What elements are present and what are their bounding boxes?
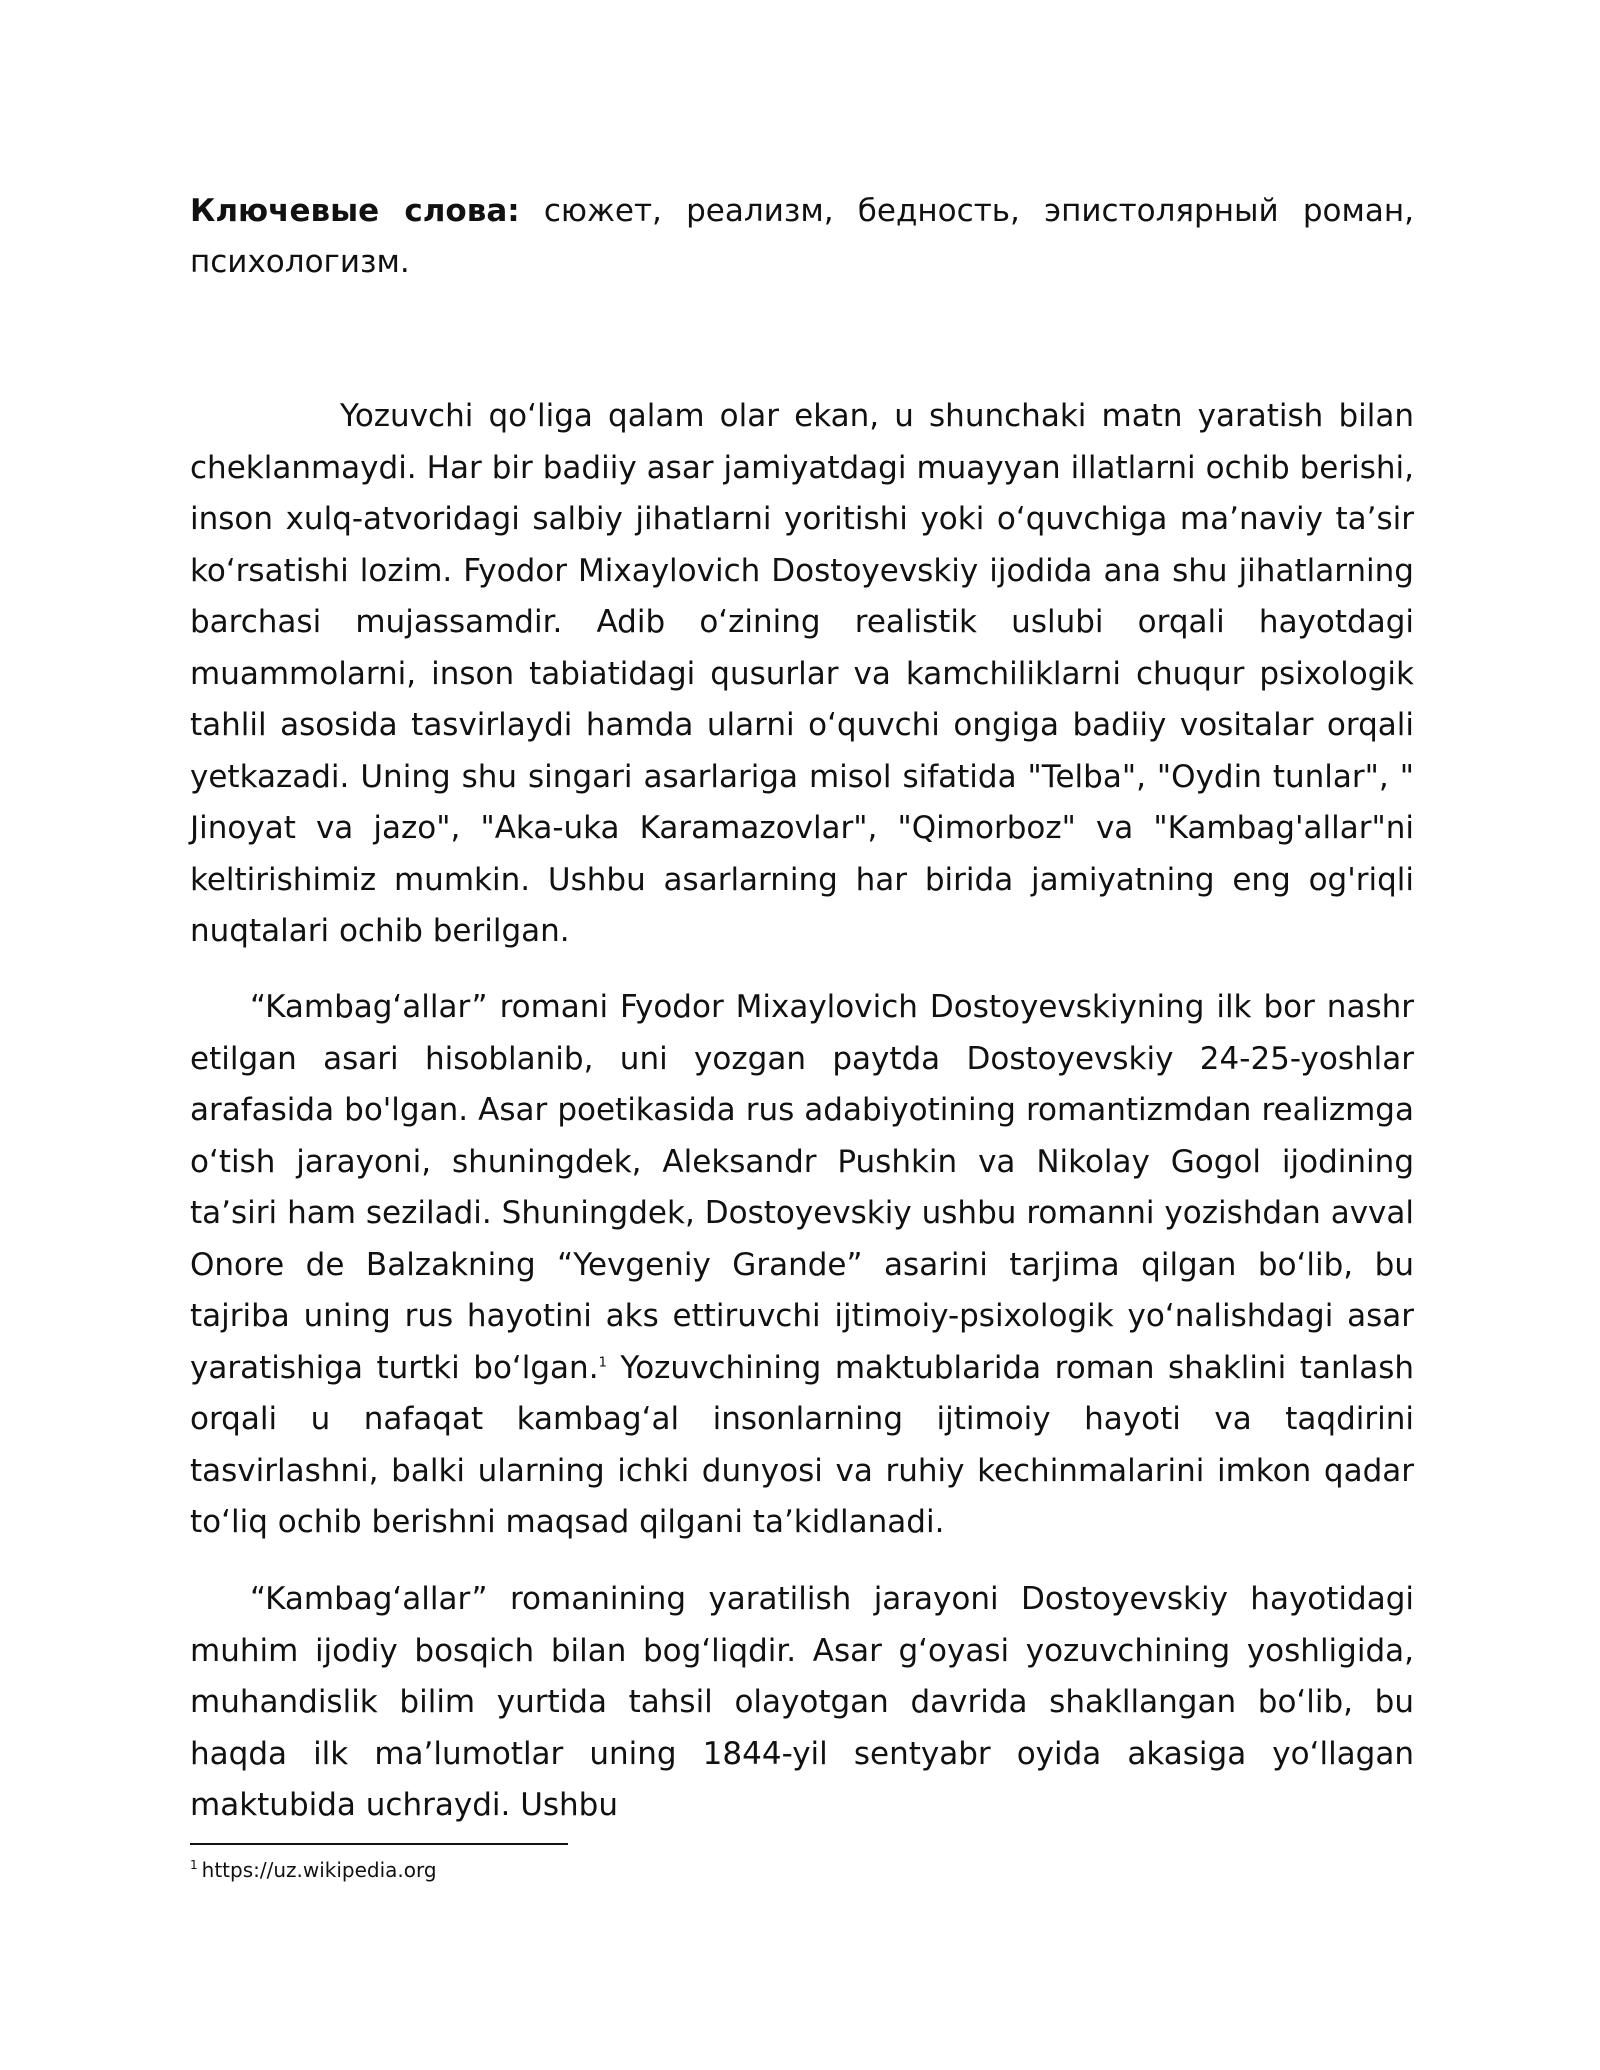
paragraph-2: [190, 982, 1414, 1549]
footnote-separator: [190, 1843, 568, 1845]
keywords-line: [190, 186, 1414, 288]
footnote-reference[interactable]: 1: [598, 1355, 607, 1371]
paragraph-3: “Kambagʻallar” romanining yaratilish jarayoni Dostoyevskiy hayotidagi muhim ijodiy bosqich bilan bogʻliqdir. Asar gʻoyasi yozuvchining yoshligida, muhandislik bilim yurtida tahsil olayotgan davrida shakllangan boʻlib, bu haqda ilk maʼlumotlar uning 1844-yil sentyabr oyida akasiga yoʻllagan maktubida uchraydi. Ushbu: [190, 1581, 1414, 1823]
keywords-text: сюжет, реализм, бедность, эпистолярный роман, психологизм.: [190, 193, 1414, 280]
paragraph-2-text-a: “Kambagʻallar” romani Fyodor Mixaylovich Dostoyevskiyning ilk bor nashr etilgan asari hisoblanib, uni yozgan paytda Dostoyevskiy 24-25-yoshlar arafasida bo'lgan. Asar poetikasida rus adabiyotining romantizmdan realizmga oʻtish jarayoni, shuningdek, Aleksandr Pushkin va Nikolay Gogol ijodining taʼsiri ham seziladi. Shuningdek, Dostoyevskiy ushbu romanni yozishdan avval Onore de Balzakning “Yevgeniy Grande” asarini tarjima qilgan boʻlib, bu tajriba uning rus hayotini aks ettiruvchi ijtimoiy-psixologik yoʻnalishdagi asar yaratishiga turtki boʻlgan.: [190, 989, 1414, 1386]
paragraph-1: Yozuvchi qoʻliga qalam olar ekan, u shunchaki matn yaratish bilan cheklanmaydi. Har bir badiiy asar jamiyatdagi muayyan illatlarni ochib berishi, inson xulq-atvoridagi salbiy jihatlarni yoritishi yoki oʻquvchiga maʼnaviy taʼsir koʻrsatishi lozim. Fyodor Mixaylovich Dostoyevskiy ijodida ana shu jihatlarning barchasi mujassamdir. Adib oʻzining realistik uslubi orqali hayotdagi muammolarni, inson tabiatidagi qusurlar va kamchiliklarni chuqur psixologik tahlil asosida tasvirlaydi hamda ularni oʻquvchi ongiga badiiy vositalar orqali yetkazadi. Uning shu singari asarlariga misol sifatida "Telba", "Oydin tunlar", " Jinoyat va jazo", "Aka-uka Karamazovlar", "Qimorboz" va "Kambag'allar"ni keltirishimiz mumkin. Ushbu asarlarning har birida jamiyatning eng og'riqli nuqtalari ochib berilgan.: [190, 398, 1414, 949]
keywords-label: Ключевые слова:: [190, 193, 520, 229]
footnote-number: 1: [190, 1858, 198, 1873]
footnote: [190, 1857, 437, 1883]
footnote-link[interactable]: https://uz.wikipedia.org: [201, 1858, 437, 1882]
paragraph-2-text-b: Yozuvchining maktublarida roman shaklini tanlash orqali u nafaqat kambagʻal insonlarning ijtimoiy hayoti va taqdirini tasvirlashni, balki ularning ichki dunyosi va ruhiy kechinmalarini imkon qadar toʻliq ochib berishni maqsad qilgani taʼkidlanadi.: [190, 1349, 1415, 1540]
